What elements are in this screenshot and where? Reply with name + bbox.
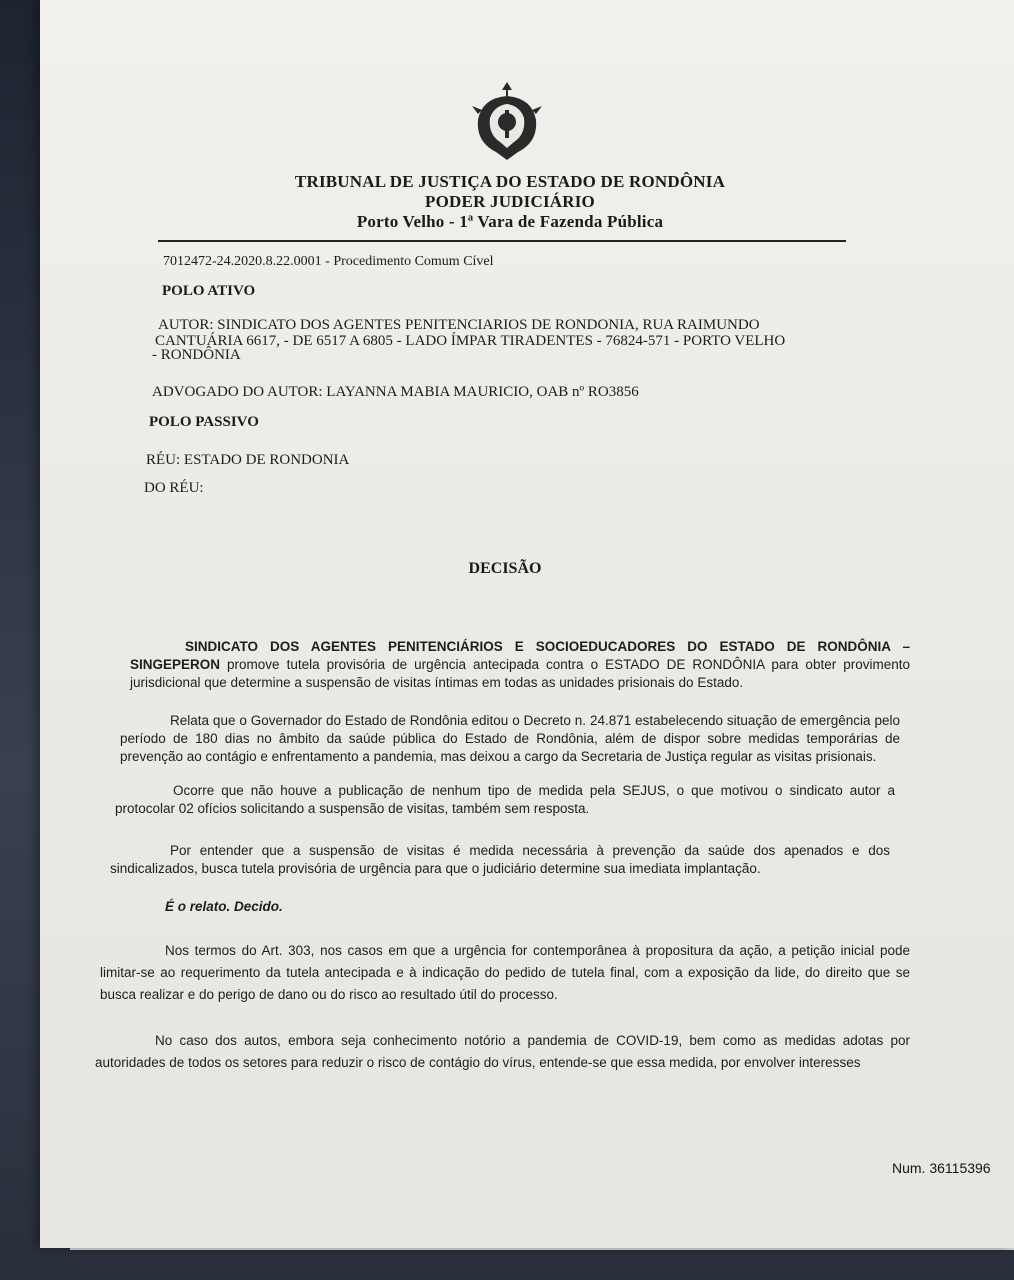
case-number: 7012472-24.2020.8.22.0001 - Procedimento Comum Cível [163,254,494,269]
court-name: TRIBUNAL DE JUSTIÇA DO ESTADO DE RONDÔNIA [294,172,726,191]
reu-line: RÉU: ESTADO DE RONDONIA [146,452,350,468]
paragraph-1-text: promove tutela provisória de urgência antecipada contra o ESTADO DE RONDÔNIA para obter provimento jurisdicional que determine a suspensão de visitas íntimas em todas as unidades prisionais do Estado. [130,657,910,690]
autor-line-2: CANTUÁRIA 6617, - DE 6517 A 6805 - LADO ÍMPAR TIRADENTES - 76824-571 - PORTO VELHO [155,333,786,349]
polo-passivo-label: POLO PASSIVO [149,414,259,430]
document-number: Num. 36115396 [892,1160,991,1176]
paragraph-4: Por entender que a suspensão de visitas é medida necessária à prevenção da saúde dos apenados e dos sindicalizados, busca tutela provisória de urgência para que o judiciário determine sua imediata implantação. [110,843,890,876]
autor-line-1: AUTOR: SINDICATO DOS AGENTES PENITENCIARIOS DE RONDONIA, RUA RAIMUNDO [158,317,760,333]
header-divider [158,240,846,242]
polo-ativo-label: POLO ATIVO [162,283,256,299]
paragraph-1-bold: SINDICATO DOS AGENTES PENITENCIÁRIOS E SOCIOEDUCADORES DO ESTADO DE RONDÔNIA – SINGEPERON [130,639,910,672]
paragraph-3: Ocorre que não houve a publicação de nenhum tipo de medida pela SEJUS, o que motivou o sindicato autor a protocolar 02 ofícios solicitando a suspensão de visitas, também sem resposta. [115,783,895,816]
decision-title: DECISÃO [468,560,542,577]
judiciary-power: PODER JUDICIÁRIO [425,192,595,211]
paragraph-5: É o relato. Decido. [165,899,283,914]
advogado-line: ADVOGADO DO AUTOR: LAYANNA MABIA MAURICIO, OAB nº RO3856 [152,384,639,400]
paragraph-6: Nos termos do Art. 303, nos casos em que a urgência for contemporânea à propositura da ação, a petição inicial pode limitar-se ao requerimento da tutela antecipada e à indicação do pedido de tutela final, com a exposição da lide, do direito que se busca realizar e do perigo de dano ou do risco ao resultado útil do processo. [100,943,910,1002]
autor-line-3: - RONDÔNIA [152,347,241,363]
paragraph-1 [130,638,910,692]
paragraph-7: No caso dos autos, embora seja conhecimento notório a pandemia de COVID-19, bem como as medidas adotas por autoridades de todos os setores para reduzir o risco de contágio do vírus, entende-se que essa medida, por envolver interesses [95,1033,910,1070]
court-division: Porto Velho - 1ª Vara de Fazenda Pública [356,212,664,231]
paragraph-2: Relata que o Governador do Estado de Rondônia editou o Decreto n. 24.871 estabelecendo situação de emergência pelo período de 180 dias no âmbito da saúde pública do Estado de Rondônia, além de dispor sobre medidas temporárias de prevenção ao contágio e enfrentamento a pandemia, mas deixou a cargo da Secretaria de Justiça regular as visitas prisionais. [120,713,900,764]
coat-of-arms-seal [468,80,546,162]
do-reu-line: DO RÉU: [144,480,204,496]
